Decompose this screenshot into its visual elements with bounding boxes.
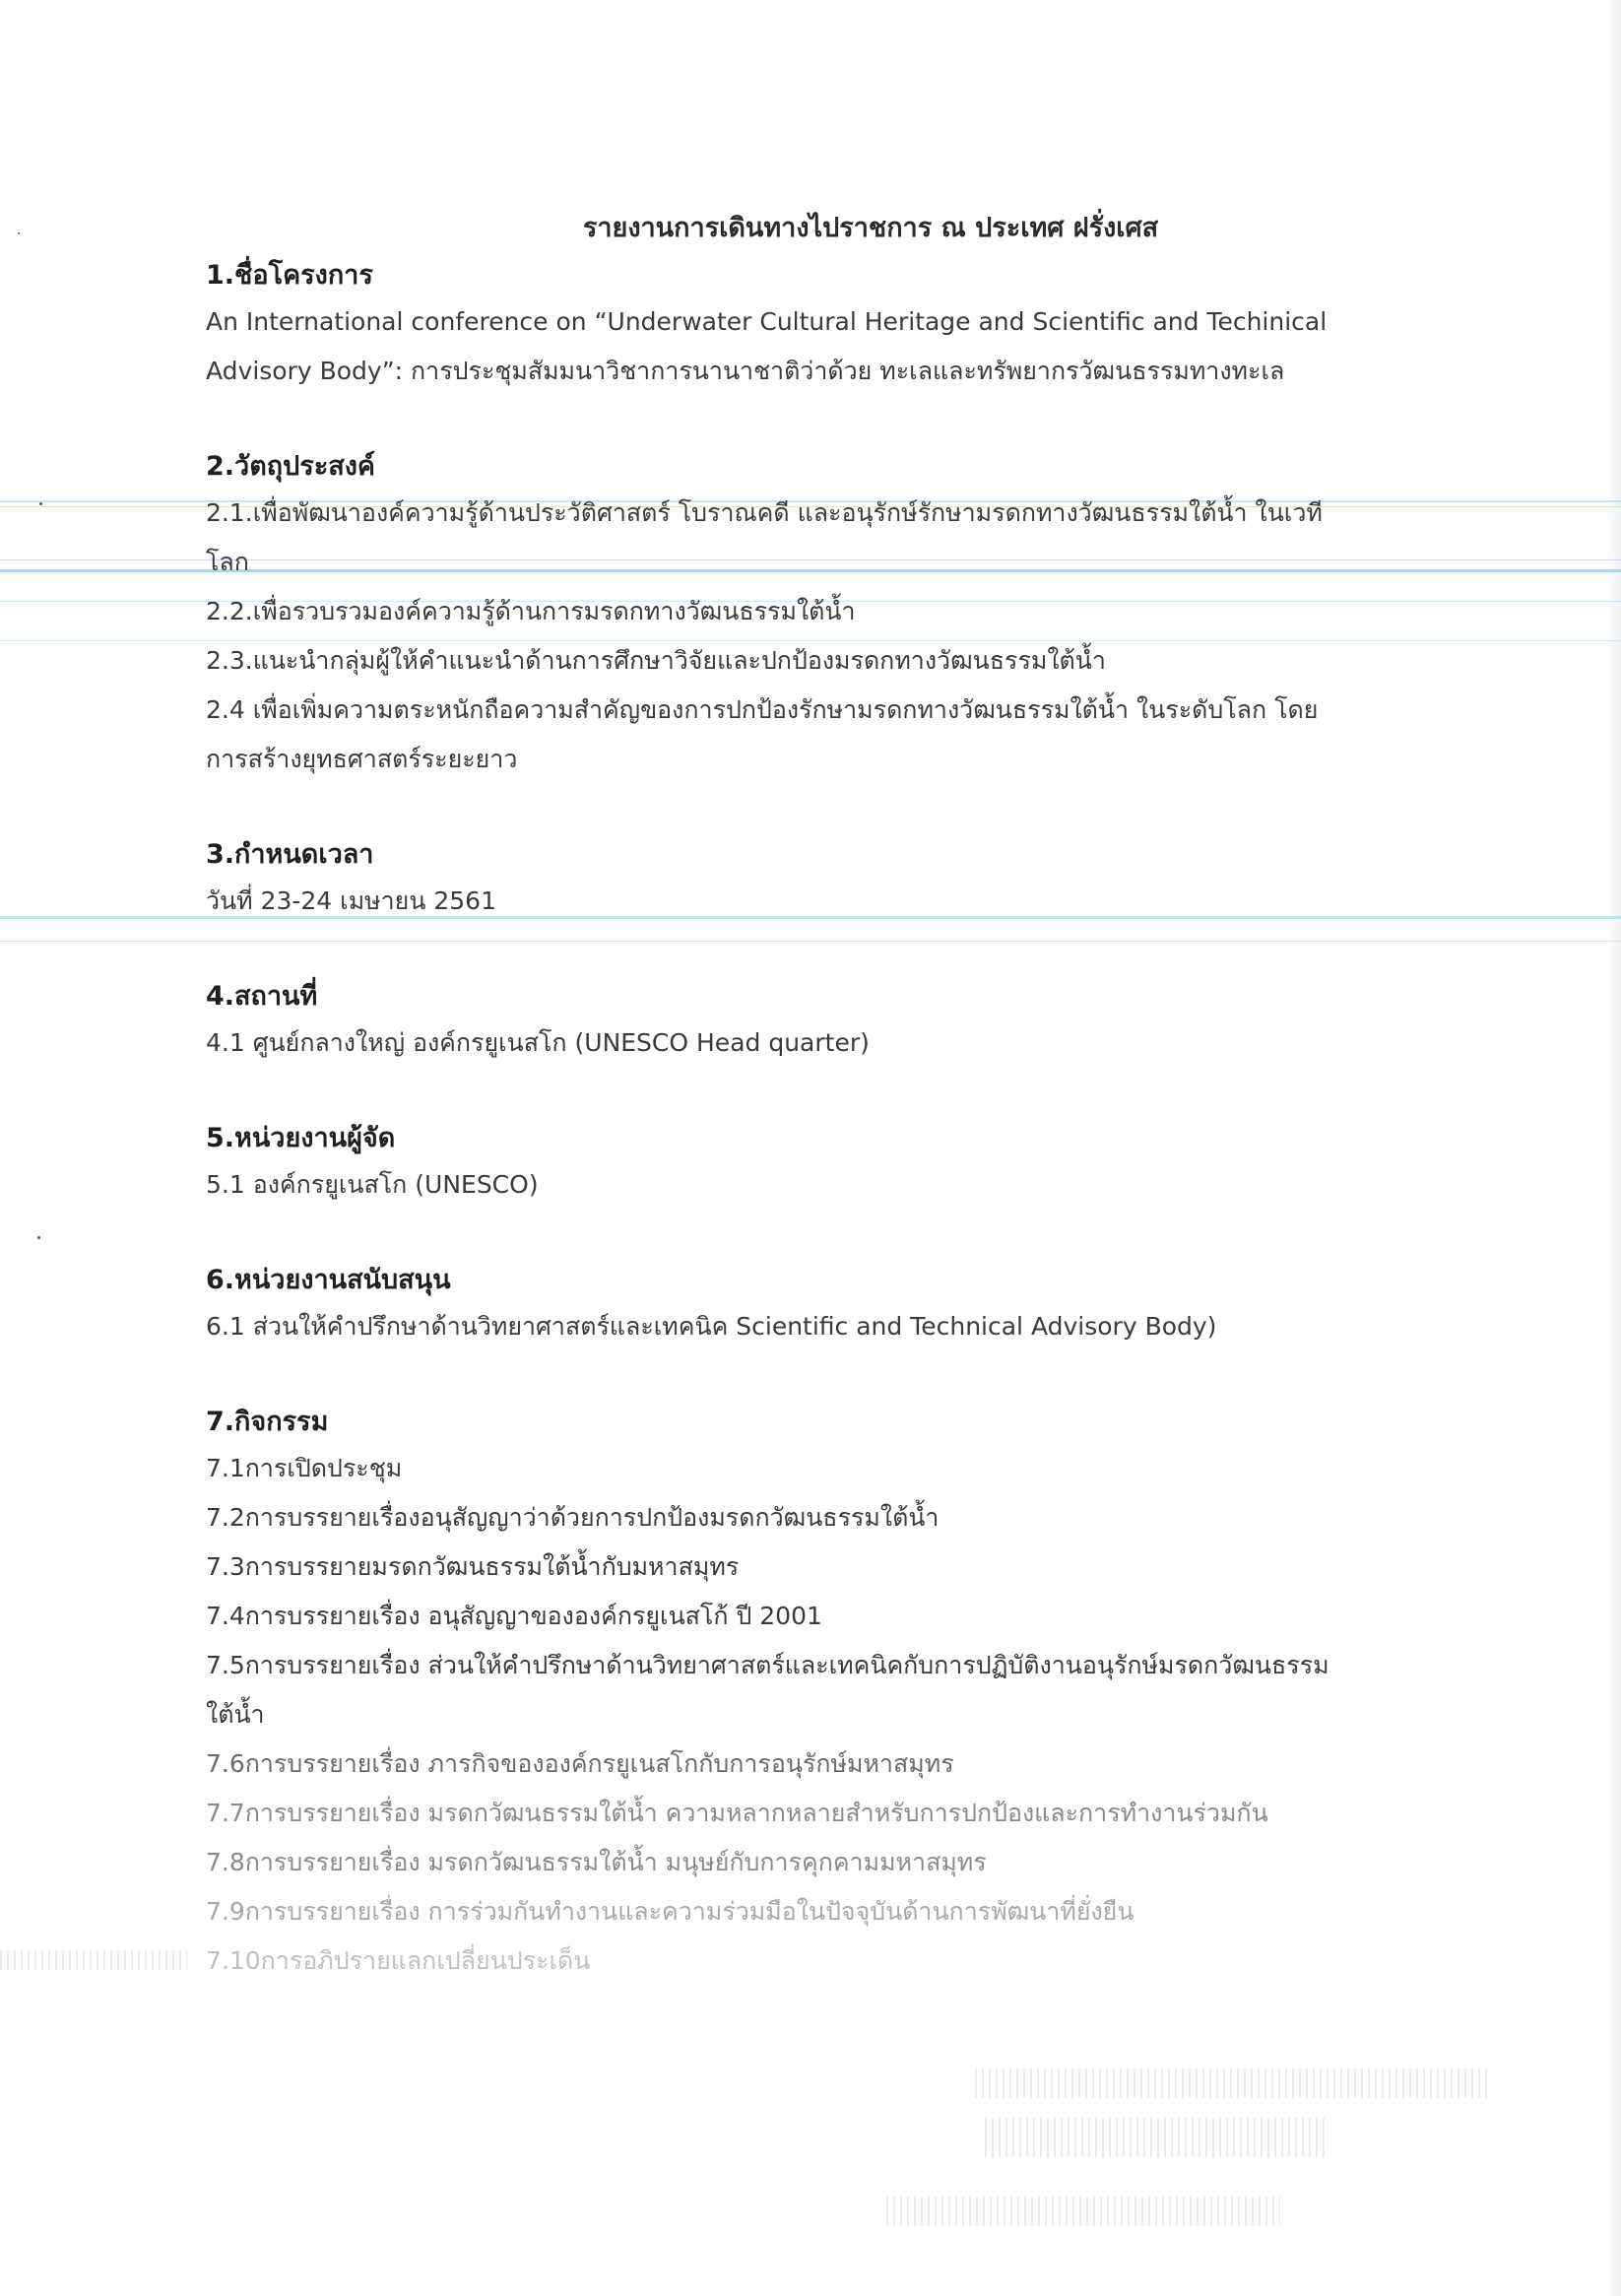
section-line: 7.3การบรรยายมรดกวัฒนธรรมใต้น้ำกับมหาสมุทร <box>206 1552 740 1581</box>
scan-speck <box>18 232 20 234</box>
section-objectives <box>206 445 1427 784</box>
section-line: 7.10การอภิปรายแลกเปลี่ยนประเด็น <box>206 1946 591 1975</box>
section-line: การสร้างยุทธศาสตร์ระยะยาว <box>206 745 518 773</box>
section-heading: 7.กิจกรรม <box>206 1407 329 1437</box>
section-activities <box>206 1401 1427 1986</box>
section-line: 7.9การบรรยายเรื่อง การร่วมกันทำงานและความร่วมมือในปัจจุบันด้านการพัฒนาที่ยั่งยืน <box>206 1897 1135 1926</box>
section-line: 2.2.เพื่อรวบรวมองค์ความรู้ด้านการมรดกทางวัฒนธรรมใต้น้ำ <box>206 597 856 625</box>
section-line: 2.4 เพื่อเพิ่มความตระหนักถือความสำคัญของการปกป้องรักษามรดกทางวัฒนธรรมใต้น้ำ ในระดับโลก โดย <box>206 695 1319 724</box>
section-line: 2.3.แนะนำกลุ่มผู้ให้คำแนะนำด้านการศึกษาวิจัยและปกป้องมรดกทางวัฒนธรรมใต้น้ำ <box>206 646 1106 675</box>
section-line: ใต้น้ำ <box>206 1700 265 1729</box>
section-line: An International conference on “Underwater Cultural Heritage and Scientific and Techinical <box>206 307 1328 336</box>
scan-edge-shadow <box>1607 0 1621 2296</box>
document-body <box>206 209 1427 2035</box>
section-line: 5.1 องค์กรยูเนสโก (UNESCO) <box>206 1170 539 1199</box>
section-heading: 1.ชื่อโครงการ <box>206 260 373 291</box>
section-heading: 4.สถานที่ <box>206 981 318 1012</box>
section-line: โลก <box>206 548 249 576</box>
section-heading: 2.วัตถุประสงค์ <box>206 451 375 482</box>
section-supporter <box>206 1259 1427 1351</box>
document-title: รายงานการเดินทางไปราชการ ณ ประเทศ ฝรั่งเศส <box>582 213 1159 243</box>
section-line: 6.1 ส่วนให้คำปรึกษาด้านวิทยาศาสตร์และเทคนิค Scientific and Technical Advisory Body) <box>206 1312 1217 1341</box>
section-schedule <box>206 833 1427 926</box>
section-project-name <box>206 254 1427 396</box>
scan-noise <box>985 2118 1329 2157</box>
section-line: 7.5การบรรยายเรื่อง ส่วนให้คำปรึกษาด้านวิทยาศาสตร์และเทคนิคกับการปฏิบัติงานอนุรักษ์มรดกวัฒนธรรม <box>206 1651 1329 1679</box>
section-venue <box>206 975 1427 1068</box>
section-organizer <box>206 1117 1427 1210</box>
section-line: 7.8การบรรยายเรื่อง มรดกวัฒนธรรมใต้น้ำ มนุษย์กับการคุกคามมหาสมุทร <box>206 1848 987 1876</box>
section-line: 2.1.เพื่อพัฒนาองค์ความรู้ด้านประวัติศาสตร์ โบราณคดี และอนุรักษ์รักษามรดกทางวัฒนธรรมใต้น้ำ ในเวที <box>206 498 1323 527</box>
scan-noise <box>886 2197 1280 2226</box>
scan-speck <box>37 1236 40 1239</box>
section-line: 7.2การบรรยายเรื่องอนุสัญญาว่าด้วยการปกป้องมรดกวัฒนธรรมใต้น้ำ <box>206 1503 940 1532</box>
section-line: Advisory Body”: การประชุมสัมมนาวิชาการนานาชาติว่าด้วย ทะเลและทรัพยากรวัฒนธรรมทางทะเล <box>206 357 1285 385</box>
section-line: 7.7การบรรยายเรื่อง มรดกวัฒนธรรมใต้น้ำ ความหลากหลายสำหรับการปกป้องและการทำงานร่วมกัน <box>206 1799 1268 1827</box>
section-line: วันที่ 23-24 เมษายน 2561 <box>206 886 496 915</box>
scan-noise <box>0 1950 187 1970</box>
section-heading: 5.หน่วยงานผู้จัด <box>206 1123 396 1153</box>
scan-noise <box>975 2068 1487 2098</box>
section-line: 4.1 ศูนย์กลางใหญ่ องค์กรยูเนสโก (UNESCO Head quarter) <box>206 1028 870 1057</box>
section-line: 7.1การเปิดประชุม <box>206 1454 403 1482</box>
section-line: 7.6การบรรยายเรื่อง ภารกิจขององค์กรยูเนสโกกับการอนุรักษ์มหาสมุทร <box>206 1749 954 1778</box>
section-line: 7.4การบรรยายเรื่อง อนุสัญญาขององค์กรยูเนสโก้ ปี 2001 <box>206 1602 822 1630</box>
scan-speck <box>39 502 42 505</box>
section-heading: 6.หน่วยงานสนับสนุน <box>206 1265 451 1295</box>
section-heading: 3.กำหนดเวลา <box>206 839 374 870</box>
